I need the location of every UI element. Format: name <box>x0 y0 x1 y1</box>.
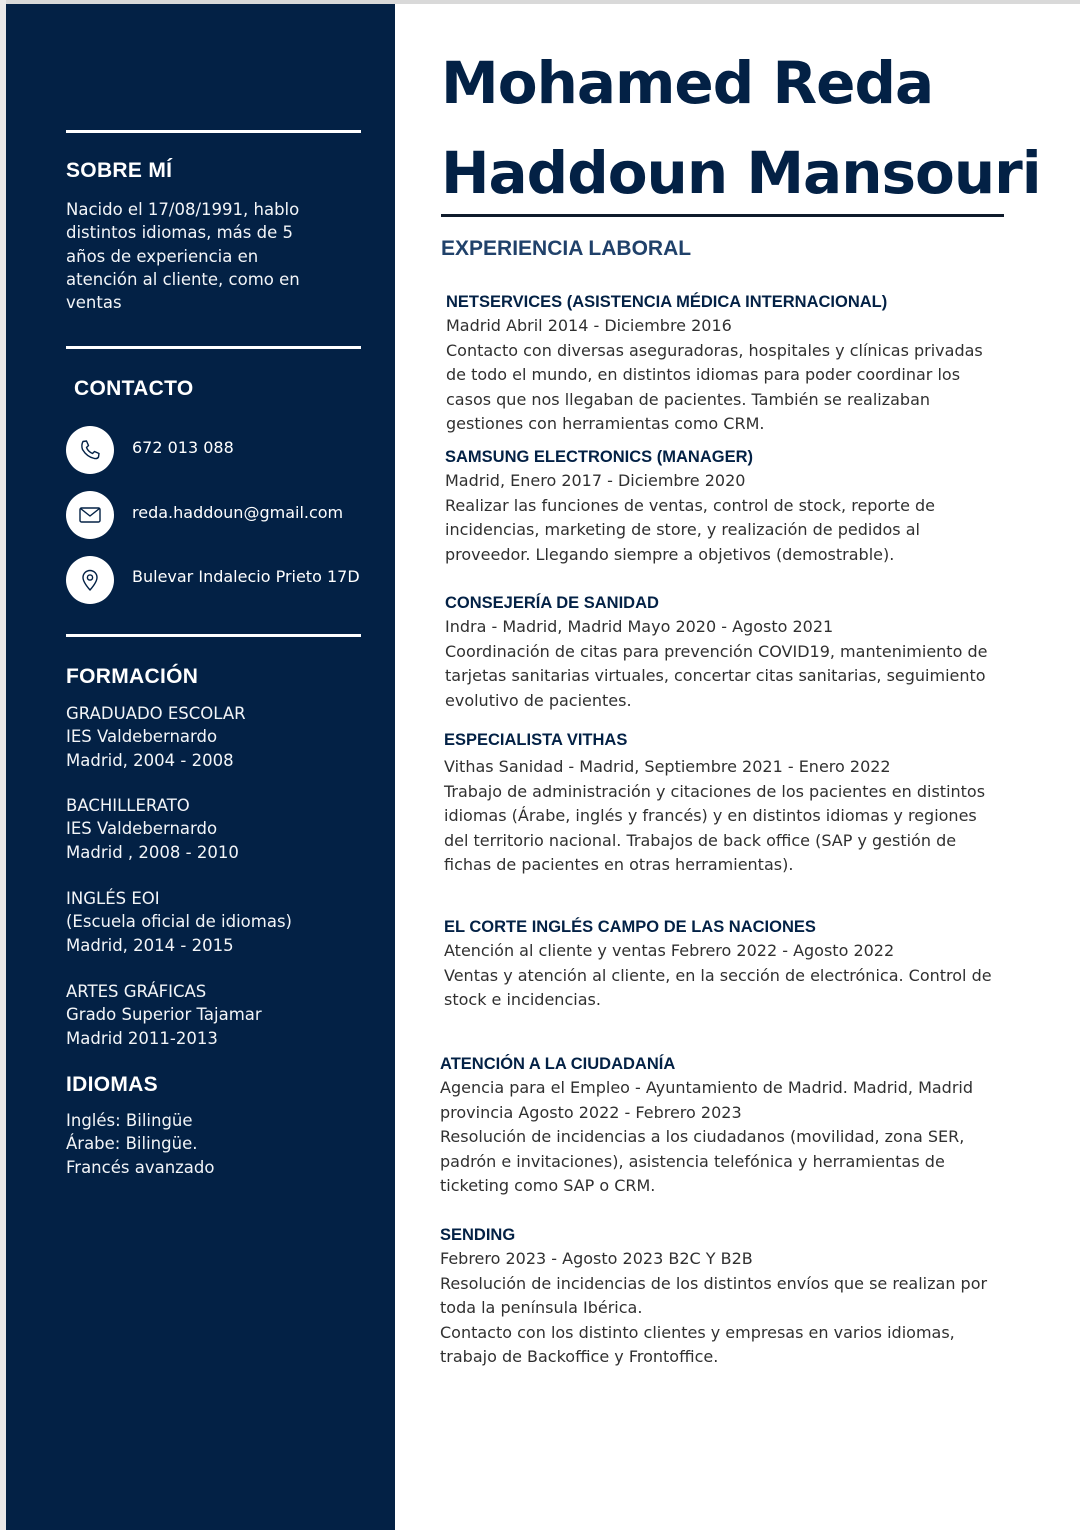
job-title: SENDING <box>440 1226 516 1244</box>
job-line: stock e incidencias. <box>444 990 601 1009</box>
job-line: Trabajo de administración y citaciones de los pacientes en distintos <box>444 781 986 801</box>
education-line: Madrid , 2008 - 2010 <box>66 842 239 862</box>
job-title: ESPECIALISTA VITHAS <box>444 731 628 749</box>
name-line-2: Haddoun Mansouri <box>441 139 1041 207</box>
job-line: Contacto con diversas aseguradoras, hospitales y clínicas privadas <box>446 340 983 360</box>
job-line: Ventas y atención al cliente, en la sección de electrónica. Control de <box>444 965 992 985</box>
education-line: IES Valdebernardo <box>66 819 218 839</box>
job-description <box>444 755 1024 878</box>
contact-phone[interactable] <box>66 426 366 474</box>
job-title: CONSEJERÍA DE SANIDAD <box>445 594 659 612</box>
about-line: ventas <box>66 293 122 313</box>
job-entry <box>444 729 1024 878</box>
job-line: provincia Agosto 2022 - Febrero 2023 <box>440 1102 742 1122</box>
job-entry <box>445 446 1025 567</box>
address: Bulevar Indalecio Prieto 17D <box>132 567 360 586</box>
divider <box>66 634 361 637</box>
about-line: distintos idiomas, más de 5 <box>66 223 293 243</box>
education-heading: FORMACIÓN <box>66 665 199 688</box>
job-description <box>445 615 1025 713</box>
job-line: Vithas Sanidad - Madrid, Septiembre 2021 - Enero 2022 <box>444 757 891 776</box>
phone-number: 672 013 088 <box>132 438 234 457</box>
job-line: Atención al cliente y ventas Febrero 2022 - Agosto 2022 <box>444 941 895 960</box>
experience-heading: EXPERIENCIA LABORAL <box>441 237 692 260</box>
job-line: padrón e invitaciones), asistencia telefónica y herramientas de <box>440 1151 945 1171</box>
job-line: casos que nos llegaban de pacientes. También se realizaban <box>446 389 931 409</box>
education-line: INGLÉS EOI <box>66 889 160 908</box>
mail-icon <box>66 491 114 539</box>
job-entry <box>440 1053 1020 1199</box>
job-description <box>446 314 1026 437</box>
education-line: (Escuela oficial de idiomas) <box>66 912 292 932</box>
job-title: ATENCIÓN A LA CIUDADANÍA <box>440 1055 676 1073</box>
education-item <box>66 887 386 957</box>
language-item: Árabe: Bilingüe. <box>66 1134 198 1154</box>
phone-icon <box>66 426 114 474</box>
job-description <box>440 1076 1020 1199</box>
job-line: incidencias, marketing de store, y realización de pedidos al <box>445 520 920 539</box>
job-line: Coordinación de citas para prevención COVID19, mantenimiento de <box>445 641 988 661</box>
job-line: Contacto con los distinto clientes y empresas en varios idiomas, <box>440 1322 955 1342</box>
job-line: Febrero 2023 - Agosto 2023 B2C Y B2B <box>440 1249 753 1268</box>
job-line: Madrid Abril 2014 - Diciembre 2016 <box>446 316 732 335</box>
job-line: del territorio nacional. Trabajos de back office (SAP y gestión de <box>444 830 957 850</box>
job-title: EL CORTE INGLÉS CAMPO DE LAS NACIONES <box>444 918 816 936</box>
education-line: BACHILLERATO <box>66 796 190 815</box>
education-line: ARTES GRÁFICAS <box>66 982 207 1001</box>
contact-email[interactable] <box>66 491 366 539</box>
job-line: evolutivo de pacientes. <box>445 690 632 710</box>
job-title: NETSERVICES (ASISTENCIA MÉDICA INTERNACIONAL) <box>446 293 888 311</box>
about-text <box>66 198 356 314</box>
job-line: toda la península Ibérica. <box>440 1298 643 1317</box>
language-item: Inglés: Bilingüe <box>66 1111 193 1130</box>
education-line: Madrid, 2014 - 2015 <box>66 935 234 955</box>
email-address: reda.haddoun@gmail.com <box>132 503 344 522</box>
job-line: gestiones con herramientas como CRM. <box>446 414 765 433</box>
about-line: años de experiencia en <box>66 246 259 266</box>
job-entry <box>444 916 1024 1013</box>
job-description <box>444 939 1024 1013</box>
location-pin-icon <box>66 556 114 604</box>
education-line: Madrid 2011-2013 <box>66 1028 218 1048</box>
education-line: Madrid, 2004 - 2008 <box>66 750 234 770</box>
job-title: SAMSUNG ELECTRONICS (MANAGER) <box>445 448 753 466</box>
education-line: GRADUADO ESCOLAR <box>66 704 246 723</box>
job-line: tarjetas sanitarias virtuales, concertar citas sanitarias, seguimiento <box>445 666 986 685</box>
candidate-name <box>441 38 1061 218</box>
languages-heading: IDIOMAS <box>66 1073 158 1096</box>
language-item: Francés avanzado <box>66 1157 215 1177</box>
job-line: ticketing como SAP o CRM. <box>440 1176 656 1195</box>
about-line: atención al cliente, como en <box>66 269 300 289</box>
job-line: Madrid, Enero 2017 - Diciembre 2020 <box>445 471 746 490</box>
divider <box>66 346 361 349</box>
job-line: Indra - Madrid, Madrid Mayo 2020 - Agosto 2021 <box>445 617 834 636</box>
contact-address[interactable] <box>66 556 366 604</box>
education-item <box>66 980 386 1050</box>
job-line: Realizar las funciones de ventas, control de stock, reporte de <box>445 495 936 515</box>
divider <box>66 130 361 133</box>
education-item <box>66 794 386 864</box>
job-line: fichas de pacientes en otras herramientas). <box>444 855 794 874</box>
job-line: Resolución de incidencias a los ciudadanos (movilidad, zona SER, <box>440 1127 965 1146</box>
about-heading: SOBRE MÍ <box>66 159 173 182</box>
job-description <box>440 1247 1020 1370</box>
name-line-1: Mohamed Reda <box>441 49 934 117</box>
education-line: Grado Superior Tajamar <box>66 1005 262 1025</box>
job-description <box>445 469 1025 567</box>
job-line: Agencia para el Empleo - Ayuntamiento de Madrid. Madrid, Madrid <box>440 1078 974 1097</box>
education-line: IES Valdebernardo <box>66 727 218 747</box>
sidebar <box>6 4 395 1530</box>
job-line: idiomas (Árabe, inglés y francés) y en distintos idiomas y regiones <box>444 806 977 825</box>
job-entry <box>445 592 1025 713</box>
job-line: de todo el mundo, en distintos idiomas para poder coordinar los <box>446 365 961 384</box>
education-item <box>66 702 386 772</box>
about-line: Nacido el 17/08/1991, hablo <box>66 200 300 219</box>
job-entry <box>440 1224 1020 1370</box>
job-line: trabajo de Backoffice y Frontoffice. <box>440 1347 719 1366</box>
job-line: Resolución de incidencias de los distintos envíos que se realizan por <box>440 1273 988 1293</box>
contact-heading: CONTACTO <box>74 377 194 400</box>
name-divider <box>441 214 1004 217</box>
job-entry <box>446 291 1026 437</box>
job-line: proveedor. Llegando siempre a objetivos (demostrable). <box>445 544 895 564</box>
languages-list <box>66 1109 366 1179</box>
